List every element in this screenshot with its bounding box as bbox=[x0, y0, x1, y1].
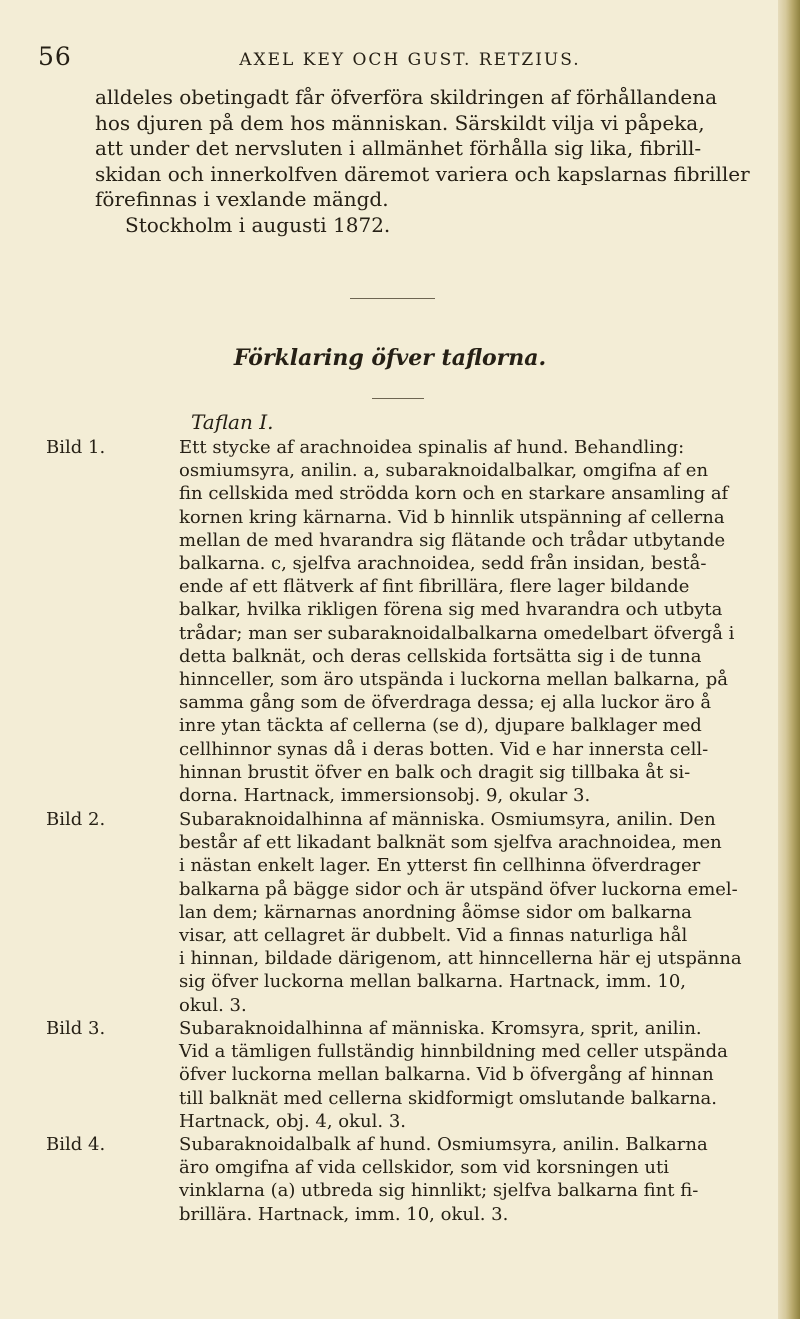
text-line: att under det nervsluten i allmänhet förhålla sig lika, fibrill- bbox=[95, 136, 702, 160]
text-line: brillära. Hartnack, imm. 10, okul. 3. bbox=[179, 1203, 509, 1225]
text-line: i hinnan, bildade därigenom, att hinncellerna här ej utspänna bbox=[179, 948, 742, 970]
text-line: balkar, hvilka rikligen förena sig med hvarandra och utbyta bbox=[179, 599, 723, 621]
text-line: kornen kring kärnarna. Vid b hinnlik utspänning af cellerna bbox=[179, 506, 725, 528]
text-line: okul. 3. bbox=[179, 994, 247, 1016]
section-title: Förklaring öfver taflorna. bbox=[233, 345, 547, 371]
text-line: fin cellskida med strödda korn och en starkare ansamling af bbox=[179, 483, 729, 505]
text-line: öfver luckorna mellan balkarna. Vid b öfvergång af hinnan bbox=[179, 1064, 714, 1086]
text-line: ende af ett flätverk af fint fibrillära, flere lager bildande bbox=[179, 576, 690, 598]
figure-description bbox=[179, 1133, 708, 1226]
text-line: hinnceller, som äro utspända i luckorna mellan balkarna, på bbox=[179, 669, 729, 691]
text-line: hinnan brustit öfver en balk och dragit sig tillbaka åt si- bbox=[179, 761, 691, 783]
figure-description bbox=[179, 436, 734, 807]
plate-title: Taflan I. bbox=[191, 410, 274, 434]
text-line: består af ett likadant balknät som sjelfva arachnoidea, men bbox=[179, 832, 722, 854]
text-line: osmiumsyra, anilin. a, subaraknoidalbalkar, omgifna af en bbox=[179, 460, 709, 482]
figure-label: Bild 4. bbox=[46, 1134, 106, 1155]
text-line: förefinnas i vexlande mängd. bbox=[95, 187, 389, 211]
text-line: sig öfver luckorna mellan balkarna. Hartnack, imm. 10, bbox=[179, 971, 686, 993]
figure-label: Bild 2. bbox=[46, 809, 106, 830]
figure-label: Bild 3. bbox=[46, 1018, 106, 1039]
text-line: balkarna. c, sjelfva arachnoidea, sedd från insidan, bestå- bbox=[179, 553, 707, 575]
text-line: balkarna på bägge sidor och är utspänd öfver luckorna emel- bbox=[179, 878, 738, 900]
page-number: 56 bbox=[38, 42, 72, 71]
text-line: cellhinnor synas då i deras botten. Vid e har innersta cell- bbox=[179, 738, 709, 760]
text-line: lan dem; kärnarnas anordning åömse sidor om balkarna bbox=[179, 901, 692, 923]
text-line: mellan de med hvarandra sig flätande och trådar utbytande bbox=[179, 529, 726, 551]
text-line: vinklarna (a) utbreda sig hinnlikt; sjelfva balkarna fint fi- bbox=[179, 1180, 699, 1202]
running-head: AXEL KEY OCH GUST. RETZIUS. bbox=[239, 50, 581, 70]
text-line: alldeles obetingadt får öfverföra skildringen af förhållandena bbox=[95, 85, 718, 109]
text-line: samma gång som de öfverdraga dessa; ej alla luckor äro å bbox=[179, 692, 712, 714]
text-line: Subaraknoidalhinna af människa. Kromsyra, sprit, anilin. bbox=[179, 1018, 702, 1039]
text-line: äro omgifna af vida cellskidor, som vid korsningen uti bbox=[179, 1157, 670, 1179]
text-line: visar, att cellagret är dubbelt. Vid a finnas naturliga hål bbox=[179, 925, 688, 947]
text-line: Ett stycke af arachnoidea spinalis af hund. Behandling: bbox=[179, 437, 685, 458]
dateline: Stockholm i augusti 1872. bbox=[125, 212, 391, 237]
divider-rule bbox=[350, 298, 435, 299]
figure-description bbox=[179, 808, 742, 1017]
text-line: till balknät med cellerna skidformigt omslutande balkarna. bbox=[179, 1087, 718, 1109]
text-line: detta balknät, och deras cellskida fortsätta sig i de tunna bbox=[179, 645, 702, 667]
figure-label: Bild 1. bbox=[46, 437, 106, 458]
text-line: hos djuren på dem hos människan. Särskildt vilja vi påpeka, bbox=[95, 110, 705, 135]
text-line: Vid a tämligen fullständig hinnbildning med celler utspända bbox=[179, 1041, 728, 1063]
text-line: skidan och innerkolfven däremot variera och kapslarnas fibriller bbox=[95, 161, 750, 186]
text-line: trådar; man ser subaraknoidalbalkarna omedelbart öfvergå i bbox=[179, 622, 735, 644]
intro-paragraph bbox=[95, 85, 775, 238]
text-line: i nästan enkelt lager. En ytterst fin cellhinna öfverdrager bbox=[179, 855, 701, 877]
page-edge-shadow bbox=[778, 0, 800, 1319]
text-line: Hartnack, obj. 4, okul. 3. bbox=[179, 1110, 407, 1132]
text-line: dorna. Hartnack, immersionsobj. 9, okular 3. bbox=[179, 785, 591, 807]
text-line: inre ytan täckta af cellerna (se d), djupare balklager med bbox=[179, 715, 702, 737]
text-line: Subaraknoidalhinna af människa. Osmiumsyra, anilin. Den bbox=[179, 809, 716, 830]
text-line: Subaraknoidalbalk af hund. Osmiumsyra, anilin. Balkarna bbox=[179, 1134, 708, 1155]
divider-rule-small bbox=[372, 398, 424, 399]
figure-description bbox=[179, 1017, 728, 1133]
